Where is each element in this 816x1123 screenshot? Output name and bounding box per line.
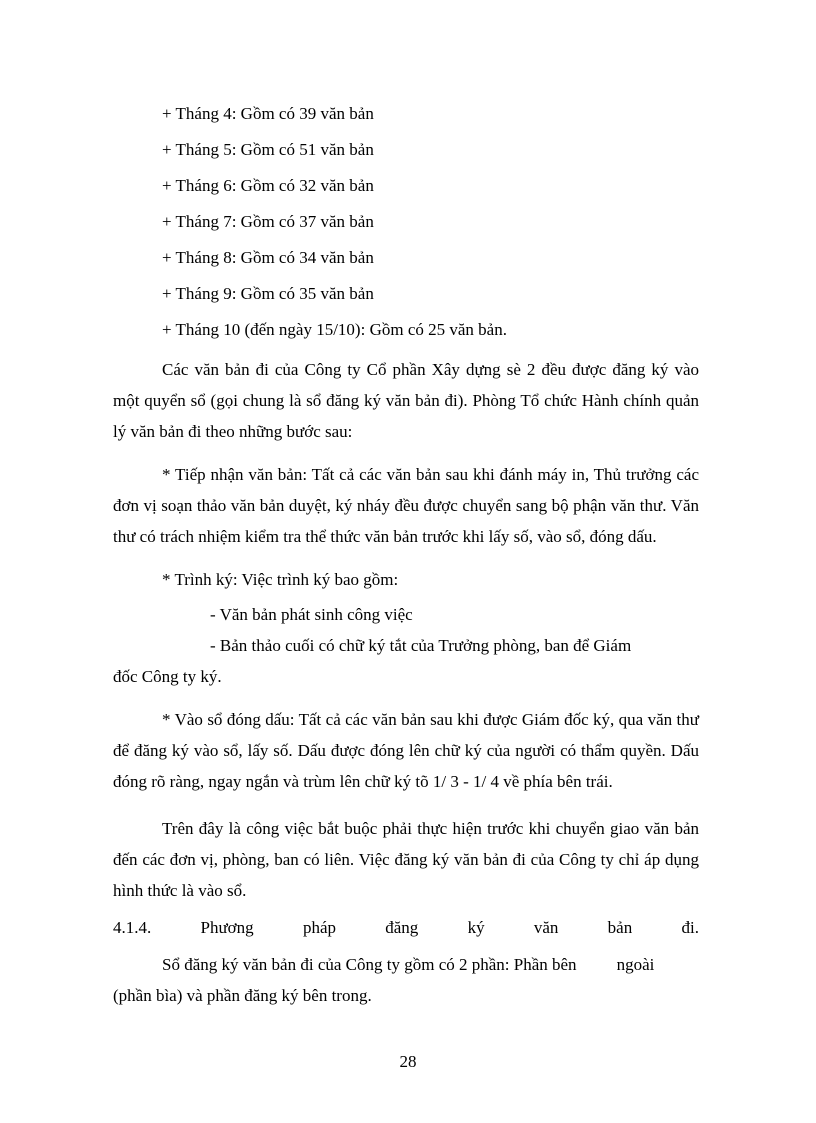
heading-word: đăng xyxy=(385,918,419,937)
heading-word: Phương xyxy=(200,918,254,937)
list-item: + Tháng 4: Gồm có 39 văn bản xyxy=(162,104,374,123)
heading-word: pháp xyxy=(302,918,336,937)
list-item: + Tháng 6: Gồm có 32 văn bản xyxy=(162,176,374,195)
page-number: 28 xyxy=(399,1052,417,1071)
month-list xyxy=(113,96,699,348)
sign-title: * Trình ký: Việc trình ký bao gồm: xyxy=(162,570,399,589)
heading-word: đi. xyxy=(681,918,699,937)
list-item: + Tháng 10 (đến ngày 15/10): Gồm có 25 văn bản. xyxy=(162,320,507,339)
heading-word: văn xyxy=(533,918,559,937)
book-line-1: Sổ đăng ký văn bản đi của Công ty gồm có 2 phần: Phần bên xyxy=(162,955,577,974)
book-line-2: (phần bìa) và phần đăng ký bên trong. xyxy=(113,986,372,1005)
heading-word: bản xyxy=(607,918,633,937)
section-heading xyxy=(113,912,699,943)
intro-paragraph: Các văn bản đi của Công ty Cổ phần Xây dựng sè 2 đều được đăng ký vào một quyển sổ (gọi chung là sổ đăng ký văn bản đi). Phòng Tổ chức Hành chính quản lý văn bản đi theo những bước sau: xyxy=(113,360,699,441)
document-page xyxy=(113,96,699,1011)
book-line-1-end: ngoài xyxy=(616,955,655,974)
list-item: + Tháng 8: Gồm có 34 văn bản xyxy=(162,248,374,267)
heading-word: ký xyxy=(467,918,485,937)
receive-paragraph: * Tiếp nhận văn bản: Tất cả các văn bản sau khi đánh máy in, Thủ trưởng các đơn vị soạn thảo văn bản duyệt, ký nháy đều được chuyển sang bộ phận văn thư. Văn thư có trách nhiệm kiểm tra thể thức văn bản trước khi lấy số, vào sổ, đóng dấu. xyxy=(113,465,699,546)
book-paragraph xyxy=(113,949,699,980)
section-number: 4.1.4. xyxy=(113,918,152,937)
sign-item-2-continuation: đốc Công ty ký. xyxy=(113,667,222,686)
conclusion-paragraph: Trên đây là công việc bắt buộc phải thực hiện trước khi chuyển giao văn bản đến các đơn vị, phòng, ban có liên. Việc đăng ký văn bản đi của Công ty chỉ áp dụng hình thức là vào sổ. xyxy=(113,819,699,900)
sign-item-2: - Bản thảo cuối có chữ ký tắt của Trưởng phòng, ban để Giám xyxy=(210,636,632,655)
list-item: + Tháng 7: Gồm có 37 văn bản xyxy=(162,212,374,231)
stamp-paragraph: * Vào sổ đóng dấu: Tất cả các văn bản sau khi được Giám đốc ký, qua văn thư để đăng ký vào sổ, lấy số. Dấu được đóng lên chữ ký của người có thẩm quyền. Dấu đóng rõ ràng, ngay ngắn và trùm lên chữ ký tõ 1/ 3 - 1/ 4 về phía bên trái. xyxy=(113,710,699,791)
sign-item-1: - Văn bản phát sinh công việc xyxy=(210,605,413,624)
list-item: + Tháng 9: Gồm có 35 văn bản xyxy=(162,284,374,303)
list-item: + Tháng 5: Gồm có 51 văn bản xyxy=(162,140,374,159)
